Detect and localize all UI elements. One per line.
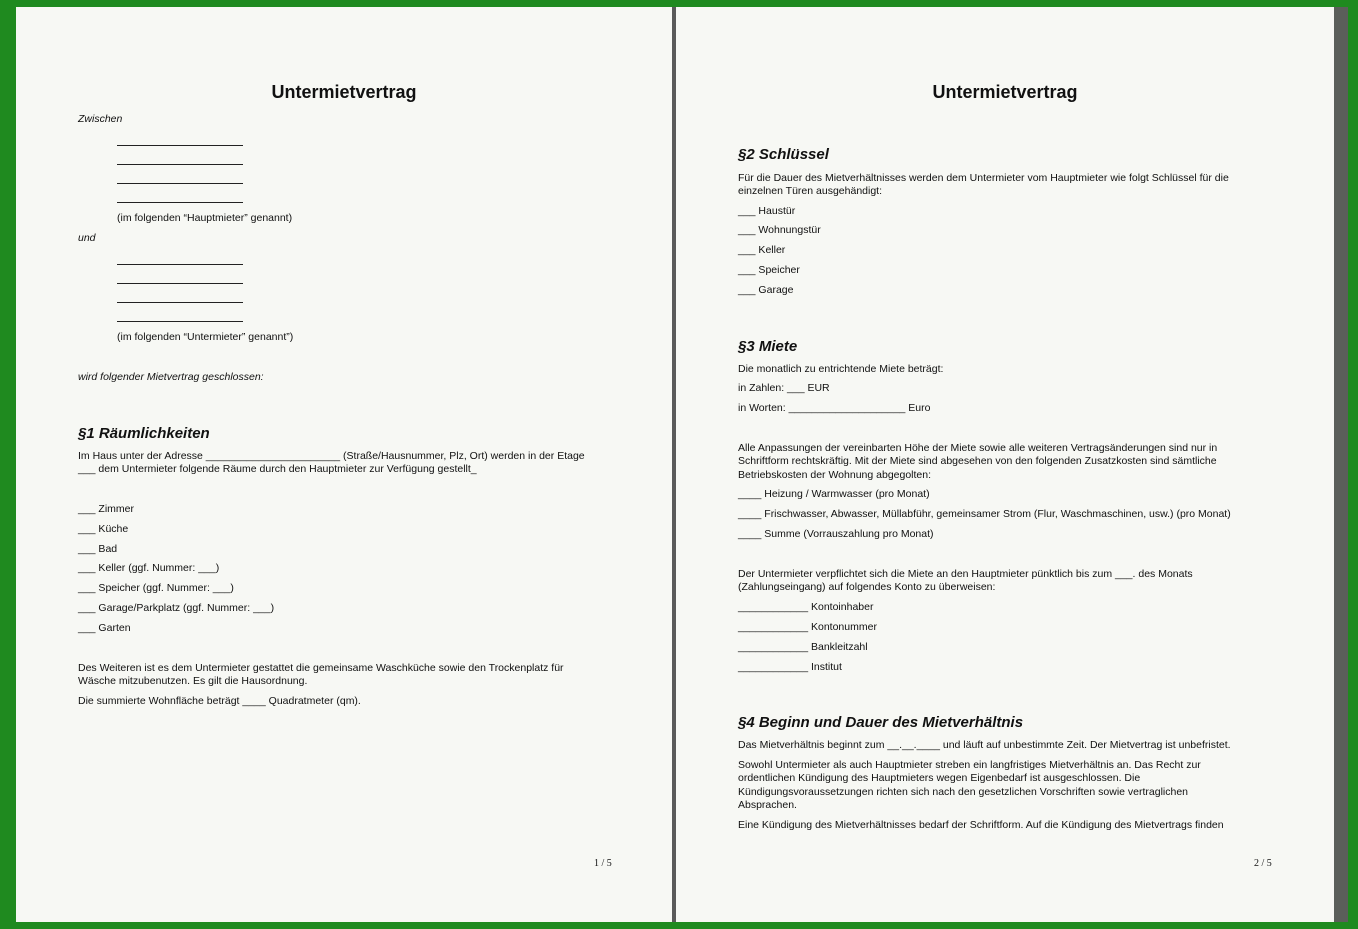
hauptmieter-note: (im folgenden “Hauptmieter” genannt) — [117, 212, 293, 224]
rent-intro: Die monatlich zu entrichtende Miete beträgt: — [738, 363, 944, 375]
signature-blank-line — [117, 264, 243, 265]
room-item: ___ Küche — [78, 523, 129, 535]
cost-item: ____ Frischwasser, Abwasser, Müllabführ, gemeinsamer Strom (Flur, Waschmaschinen, usw.) (pro Monat) — [738, 508, 1231, 520]
key-item: ___ Haustür — [738, 205, 796, 217]
section-3-heading: §3 Miete — [738, 338, 798, 355]
living-area-text: Die summierte Wohnfläche beträgt ____ Quadratmeter (qm). — [78, 695, 361, 707]
section-1-heading: §1 Räumlichkeiten — [78, 425, 210, 442]
room-item: ___ Speicher (ggf. Nummer: ___) — [78, 582, 234, 594]
cost-item: ____ Summe (Vorrauszahlung pro Monat) — [738, 528, 934, 540]
und-label: und — [78, 232, 96, 244]
page-title: Untermietvertrag — [932, 82, 1078, 102]
page-edge-shadow — [1334, 7, 1348, 922]
section-4-text-line: Eine Kündigung des Mietverhältnisses bedarf der Schriftform. Auf die Kündigung des Mietvertrags finden — [738, 819, 1224, 831]
account-field: ____________ Kontonummer — [738, 621, 877, 633]
signature-blank-line — [117, 202, 243, 203]
payment-text-line: (Zahlungseingang) auf folgendes Konto zu überweisen: — [738, 581, 996, 593]
rent-in-words: in Worten: ____________________ Euro — [738, 402, 931, 414]
section-1-text-line: ___ dem Untermieter folgende Räume durch den Hauptmieter zur Verfügung gestellt_ — [78, 463, 477, 475]
document-page-1 — [16, 7, 672, 922]
key-item: ___ Garage — [738, 284, 794, 296]
room-item: ___ Zimmer — [78, 503, 135, 515]
signature-blank-line — [117, 183, 243, 184]
contract-concluded-text: wird folgender Mietvertrag geschlossen: — [78, 371, 264, 383]
signature-blank-line — [117, 164, 243, 165]
key-item: ___ Speicher — [738, 264, 800, 276]
payment-text-line: Der Untermieter verpflichtet sich die Miete an den Hauptmieter pünktlich bis zum ___. des Monats — [738, 568, 1193, 580]
room-item: ___ Bad — [78, 543, 118, 555]
adjustments-text-line: Betriebskosten der Wohnung abgegolten: — [738, 469, 932, 481]
adjustments-text-line: Alle Anpassungen der vereinbarten Höhe der Miete sowie alle weiteren Vertragsänderungen sind nur in — [738, 442, 1218, 454]
section-4-text-line: Sowohl Untermieter als auch Hauptmieter streben ein langfristiges Mietverhältnis an. Das Recht zur — [738, 759, 1201, 771]
section-2-text-line: einzelnen Türen ausgehändigt: — [738, 185, 883, 197]
account-field: ____________ Bankleitzahl — [738, 641, 868, 653]
document-page-2 — [676, 7, 1334, 922]
adjustments-text-line: Schriftform rechtskräftig. Mit der Miete sind abgesehen von den folgenden Zusatzkosten sind sämtliche — [738, 455, 1217, 467]
section-4-text-line: Absprachen. — [738, 799, 797, 811]
section-4-text-line: ordentlichen Kündigung des Hauptmieters wegen Eigenbedarf ist ausgeschlossen. Die — [738, 772, 1141, 784]
laundry-text-line: Wäsche mitzubenutzen. Es gilt die Hausordnung. — [78, 675, 308, 687]
signature-blank-line — [117, 145, 243, 146]
untermieter-note: (im folgenden “Untermieter” genannt”) — [117, 331, 294, 343]
key-item: ___ Keller — [738, 244, 786, 256]
section-4-text-line: Kündigungsvoraussetzungen richten sich nach den gesetzlichen Vorschriften sowie vertraglichen — [738, 786, 1189, 798]
room-item: ___ Garage/Parkplatz (ggf. Nummer: ___) — [78, 602, 275, 614]
signature-blank-line — [117, 321, 243, 322]
key-item: ___ Wohnungstür — [738, 224, 821, 236]
page-number: 2 / 5 — [1254, 858, 1272, 869]
rent-in-numbers: in Zahlen: ___ EUR — [738, 382, 830, 394]
cost-item: ____ Heizung / Warmwasser (pro Monat) — [738, 488, 930, 500]
zwischen-label: Zwischen — [78, 113, 123, 125]
section-1-text-line: Im Haus unter der Adresse _______________________ (Straße/Hausnummer, Plz, Ort) werden in der Etage — [78, 450, 585, 462]
lease-begin-text: Das Mietverhältnis beginnt zum __.__.____ und läuft auf unbestimmte Zeit. Der Mietvertrag ist unbefristet. — [738, 739, 1231, 751]
section-2-heading: §2 Schlüssel — [738, 146, 829, 163]
room-item: ___ Keller (ggf. Nummer: ___) — [78, 562, 220, 574]
section-2-text-line: Für die Dauer des Mietverhältnisses werden dem Untermieter vom Hauptmieter wie folgt Schlüssel für die — [738, 172, 1229, 184]
account-field: ____________ Kontoinhaber — [738, 601, 874, 613]
signature-blank-line — [117, 283, 243, 284]
account-field: ____________ Institut — [738, 661, 842, 673]
laundry-text-line: Des Weiteren ist es dem Untermieter gestattet die gemeinsame Waschküche sowie den Trockenplatz für — [78, 662, 564, 674]
page-title: Untermietvertrag — [271, 82, 417, 102]
page-number: 1 / 5 — [594, 858, 612, 869]
section-4-heading: §4 Beginn und Dauer des Mietverhältnis — [738, 714, 1024, 731]
signature-blank-line — [117, 302, 243, 303]
room-item: ___ Garten — [78, 622, 131, 634]
